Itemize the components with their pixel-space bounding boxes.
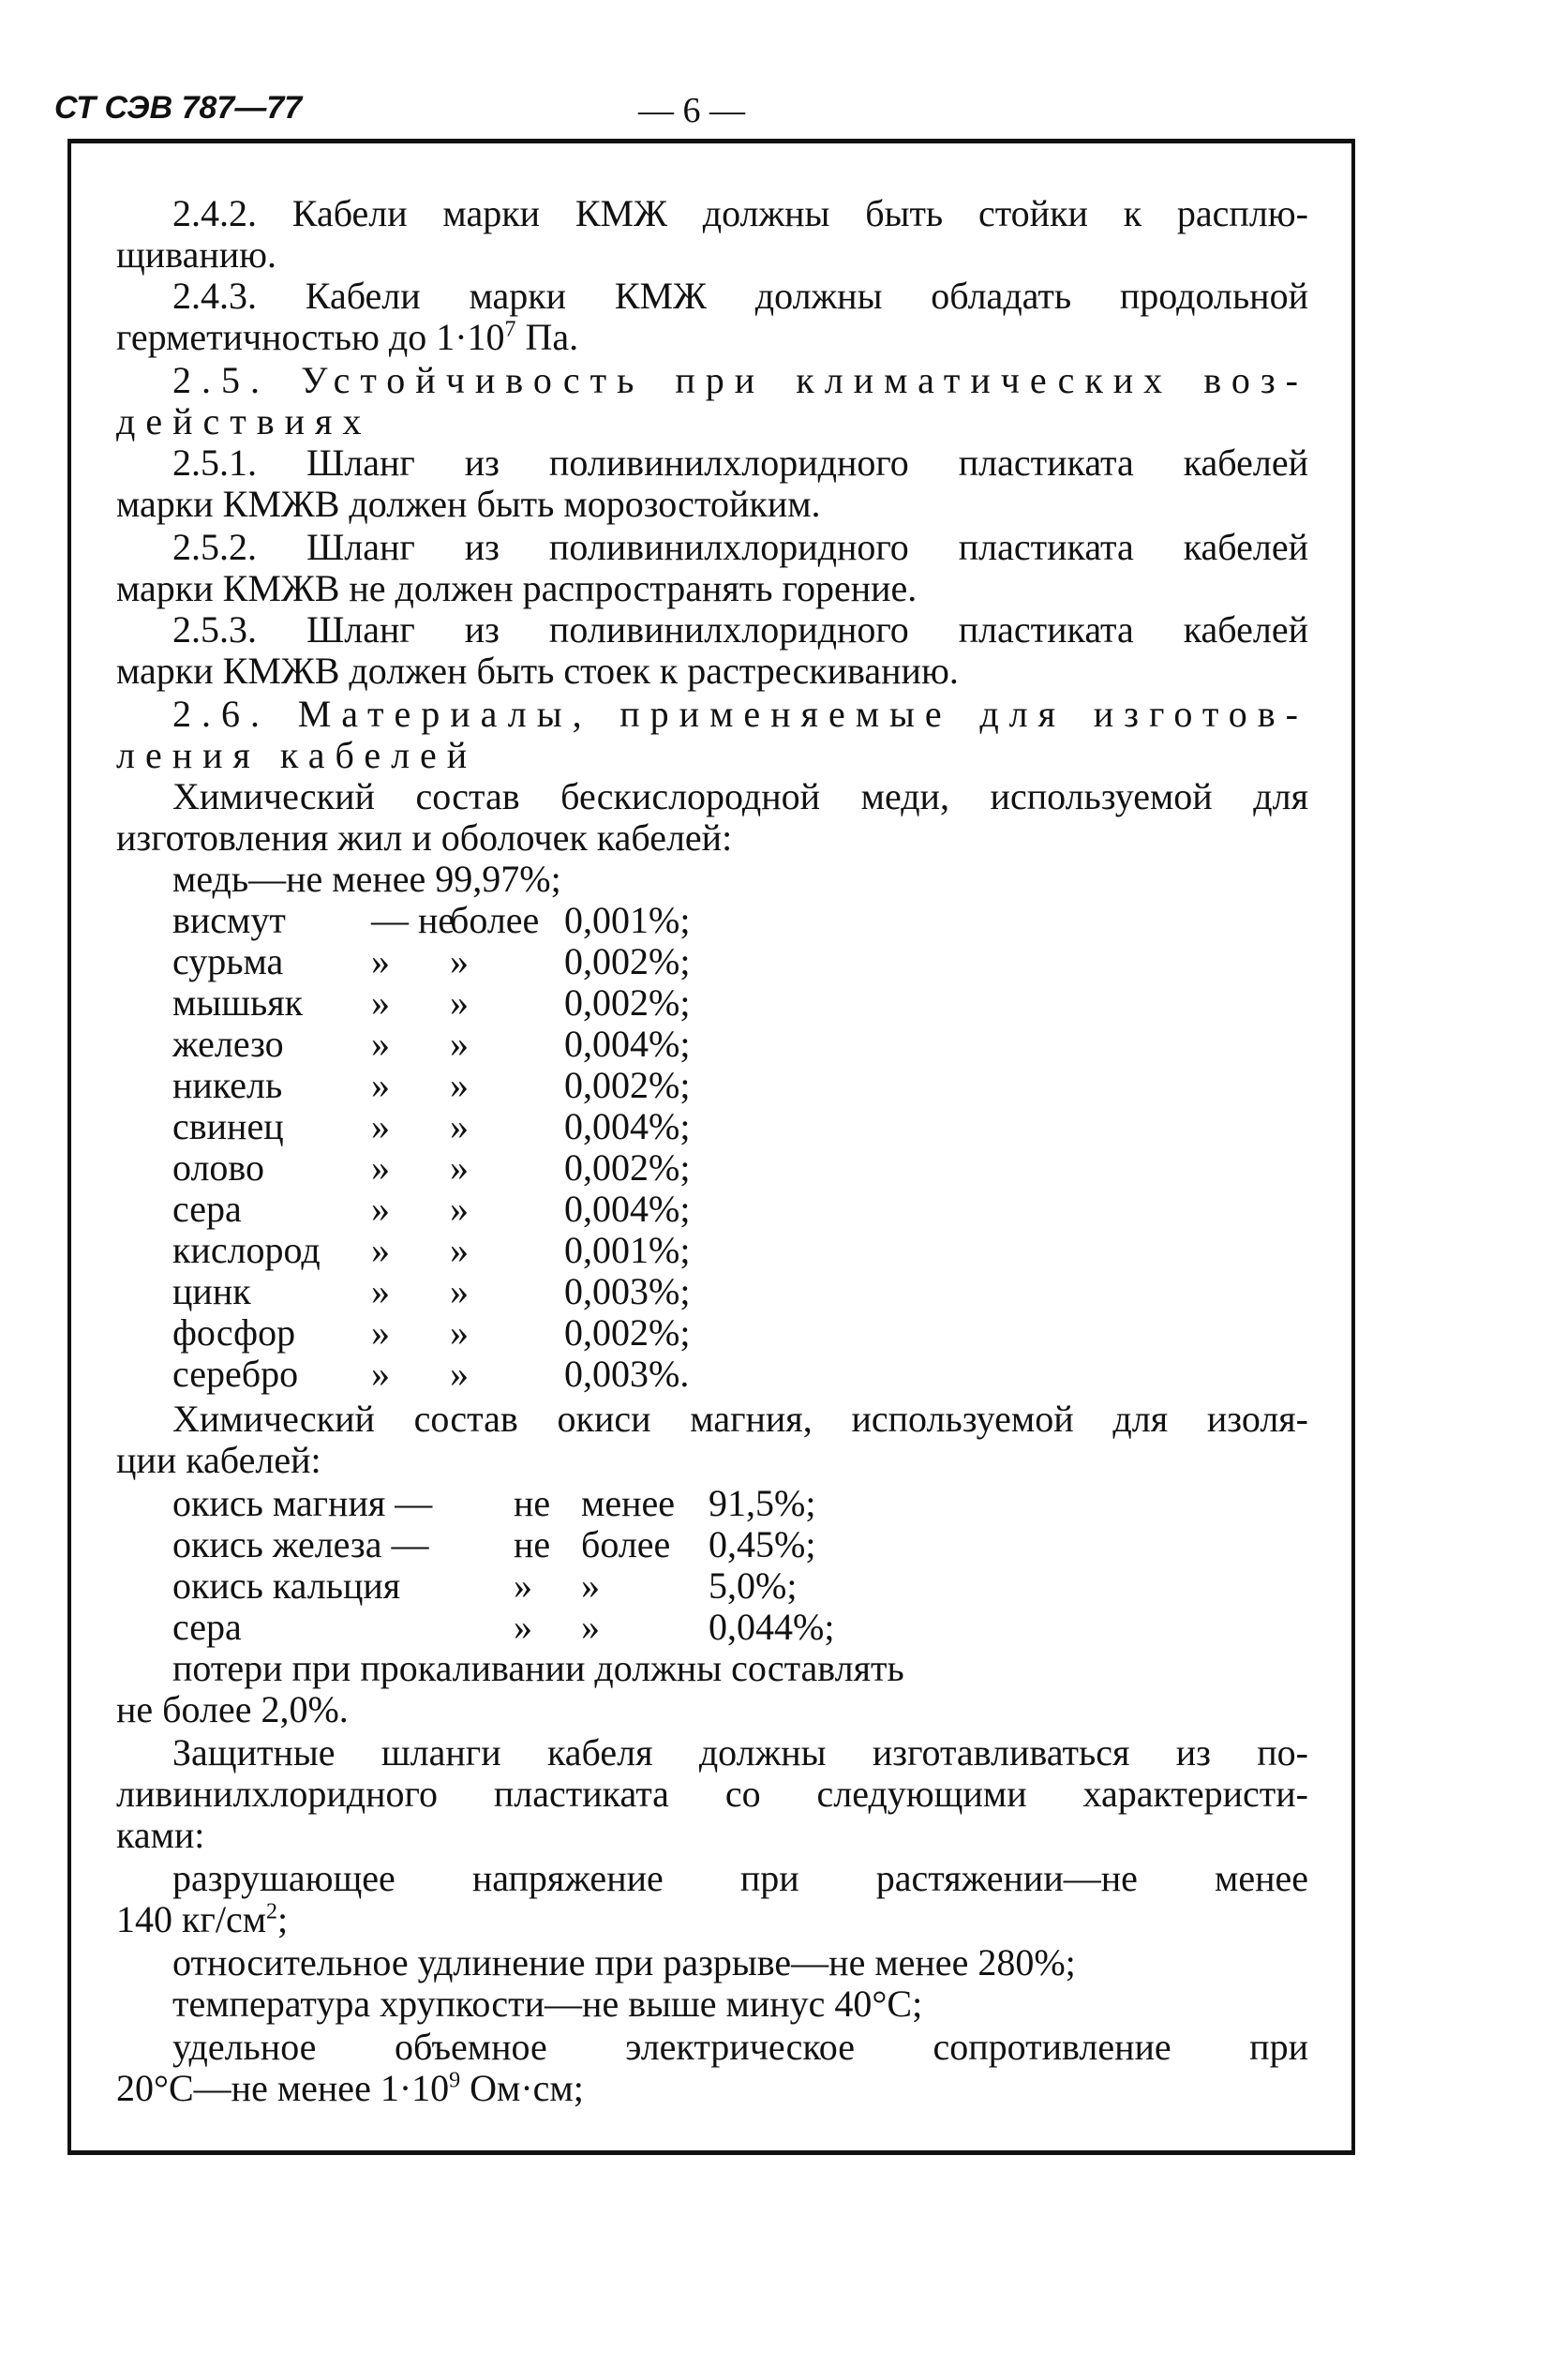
magnesia-q1: » (514, 1564, 532, 1607)
impurities-q1: » (371, 1311, 390, 1354)
impurities-name: фосфор (172, 1311, 296, 1354)
impurities-q2: » (450, 1064, 469, 1106)
clause-2-5-2-line1: 2.5.2. Шланг из поливинилхлоридного пластиката кабелей (172, 526, 1308, 568)
impurities-value: 0,003%; (564, 1270, 691, 1312)
punctuation: ; (277, 1898, 289, 1940)
impurities-q2: » (450, 1146, 469, 1189)
impurities-q2: » (450, 1353, 469, 1395)
hose-char-tensile-line1: разрушающее напряжение при растяжении—не менее (172, 1857, 1308, 1899)
impurities-q1: » (371, 1023, 390, 1065)
clause-2-5-3-line2: марки КМЖВ должен быть стоек к растрескиванию. (116, 650, 959, 692)
impurities-q2: » (450, 940, 469, 982)
impurities-name: серебро (172, 1353, 299, 1395)
copper-content: медь—не менее 99,97%; (172, 858, 561, 900)
impurities-value: 0,003%. (564, 1353, 690, 1395)
impurities-q1: » (371, 1146, 390, 1189)
impurities-value: 0,002%; (564, 1064, 691, 1106)
magnesia-q1: не (514, 1482, 551, 1524)
calcination-loss-line1: потери при прокаливании должны составлять (172, 1647, 904, 1689)
impurities-q2: » (450, 1105, 469, 1147)
frame-bottom-rule (67, 2150, 1355, 2155)
hose-char-brittleness: температура хрупкости—не выше минус 40°С; (172, 1983, 923, 2025)
magnesia-name: окись кальция (172, 1564, 401, 1607)
exponent: 7 (504, 317, 516, 342)
impurities-q1: — не (371, 899, 455, 941)
impurities-q2: » (450, 981, 469, 1024)
section-2-6-heading-line1: 2.6. Материалы, применяемые для изготов- (172, 693, 1308, 735)
impurities-q1: » (371, 981, 390, 1024)
hose-char-tensile-line2 (116, 1898, 289, 1940)
clause-2-4-3-text: герметичностью до 1·10 (116, 316, 505, 358)
impurities-name: висмут (172, 899, 286, 941)
impurities-name: кислород (172, 1229, 321, 1271)
impurities-name: никель (172, 1064, 283, 1106)
copper-composition-intro-line1: Химический состав бескислородной меди, используемой для (172, 775, 1308, 817)
frame-left-rule (67, 139, 71, 2154)
section-2-5-heading-line1: 2.5. Устойчивость при климатических воз- (172, 359, 1308, 401)
exponent: 9 (449, 2068, 461, 2093)
frame-top-rule (67, 139, 1355, 143)
magnesia-composition-intro-line1: Химический состав окиси магния, используемой для изоля- (172, 1398, 1308, 1440)
clause-2-5-2-line2: марки КМЖВ не должен распространять горение. (116, 567, 918, 609)
section-2-6-heading-line2: ления кабелей (116, 734, 478, 776)
impurities-q2: » (450, 1270, 469, 1312)
impurities-q1: » (371, 1064, 390, 1106)
copper-composition-intro-line2: изготовления жил и оболочек кабелей: (116, 816, 733, 859)
page-number: — 6 — (638, 91, 745, 130)
section-2-5-heading-line2: действиях (116, 400, 372, 442)
impurities-q1: » (371, 1229, 390, 1271)
calcination-loss-line2: не более 2,0%. (116, 1688, 349, 1730)
clause-2-5-1-line2: марки КМЖВ должен быть морозостойким. (116, 483, 821, 525)
magnesia-value: 0,45%; (709, 1523, 816, 1565)
unit-text: Ом·см; (460, 2067, 584, 2109)
magnesia-q1: » (514, 1606, 532, 1648)
impurities-value: 0,001%; (564, 899, 691, 941)
magnesia-name: окись магния — (172, 1482, 433, 1524)
impurities-name: мышьяк (172, 981, 304, 1024)
impurities-q2: » (450, 1188, 469, 1230)
magnesia-q1: не (514, 1523, 551, 1565)
hose-intro-line1: Защитные шланги кабеля должны изготавливаться из по- (172, 1731, 1308, 1774)
clause-2-4-3-line1: 2.4.3. Кабели марки КМЖ должны обладать продольной (172, 275, 1308, 317)
hose-char-elongation: относительное удлинение при разрыве—не менее 280%; (172, 1941, 1076, 1983)
impurities-value: 0,002%; (564, 1311, 691, 1354)
impurities-value: 0,001%; (564, 1229, 691, 1271)
impurities-q1: » (371, 1188, 390, 1230)
resistivity-value: 20°С—не менее 1·10 (116, 2067, 450, 2109)
clause-2-5-1-line1: 2.5.1. Шланг из поливинилхлоридного пластиката кабелей (172, 442, 1308, 484)
impurities-q1: » (371, 1105, 390, 1147)
impurities-value: 0,002%; (564, 940, 691, 982)
impurities-name: олово (172, 1146, 265, 1189)
clause-2-5-3-line1: 2.5.3. Шланг из поливинилхлоридного пластиката кабелей (172, 608, 1308, 651)
impurities-q2: » (450, 1311, 469, 1354)
frame-right-rule (1351, 139, 1355, 2154)
magnesia-name: сера (172, 1606, 242, 1648)
impurities-name: железо (172, 1023, 284, 1065)
impurities-q1: » (371, 940, 390, 982)
impurities-value: 0,002%; (564, 1146, 691, 1189)
impurities-q1: » (371, 1270, 390, 1312)
hose-char-resistivity-line1: удельное объемное электрическое сопротивление при (172, 2026, 1308, 2068)
clause-2-4-2-line2: щиванию. (116, 233, 277, 276)
magnesia-q2: » (581, 1564, 600, 1607)
impurities-name: сурьма (172, 940, 284, 982)
clause-2-4-2-line1: 2.4.2. Кабели марки КМЖ должны быть стойки к расплю- (172, 192, 1308, 234)
magnesia-value: 91,5%; (709, 1482, 816, 1524)
magnesia-q2: » (581, 1606, 600, 1648)
document-code: СТ СЭВ 787—77 (54, 90, 303, 126)
impurities-value: 0,004%; (564, 1188, 691, 1230)
impurities-name: сера (172, 1188, 242, 1230)
impurities-q2: » (450, 1023, 469, 1065)
impurities-q1: » (371, 1353, 390, 1395)
hose-intro-line3: ками: (116, 1814, 205, 1856)
tensile-value: 140 кг/см (116, 1898, 267, 1940)
magnesia-composition-intro-line2: ции кабелей: (116, 1439, 321, 1481)
magnesia-value: 0,044%; (709, 1606, 835, 1648)
impurities-value: 0,002%; (564, 981, 691, 1024)
magnesia-value: 5,0%; (709, 1564, 798, 1607)
unit-text: Па. (515, 316, 579, 358)
impurities-q2: более (450, 899, 540, 941)
impurities-q2: » (450, 1229, 469, 1271)
hose-intro-line2: ливинилхлоридного пластиката со следующими характеристи- (116, 1773, 1308, 1815)
magnesia-name: окись железа — (172, 1523, 429, 1565)
impurities-name: свинец (172, 1105, 284, 1147)
impurities-value: 0,004%; (564, 1023, 691, 1065)
magnesia-q2: менее (581, 1482, 675, 1524)
magnesia-q2: более (581, 1523, 671, 1565)
hose-char-resistivity-line2 (116, 2067, 584, 2109)
exponent: 2 (266, 1899, 278, 1924)
impurities-value: 0,004%; (564, 1105, 691, 1147)
impurities-name: цинк (172, 1270, 251, 1312)
clause-2-4-3-line2 (116, 316, 579, 358)
